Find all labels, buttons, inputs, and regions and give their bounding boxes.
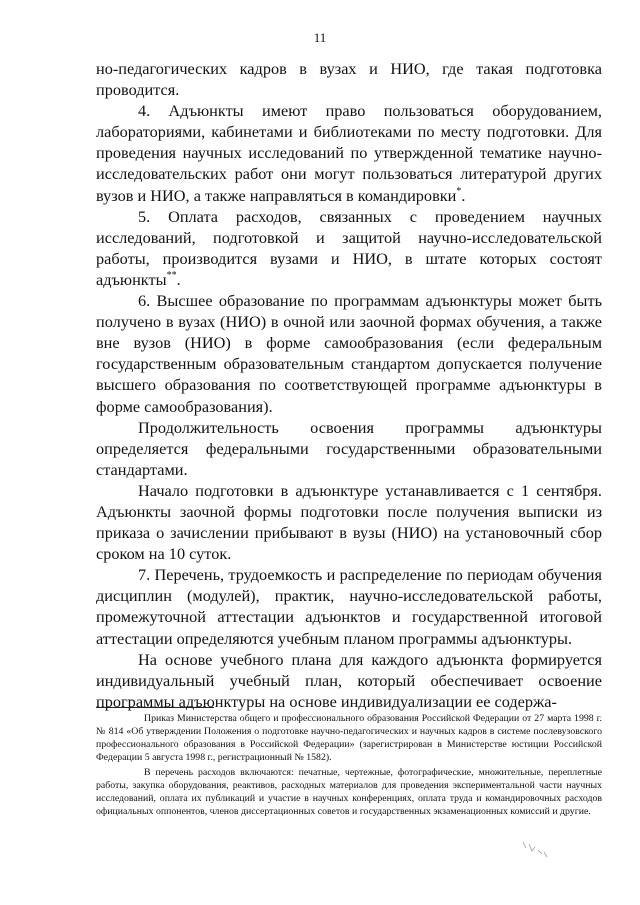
paragraph-item-5: 5. Оплата расходов, связанных с проведением научных исследований, подготовкой и защитой научно-исследовательской работы, производится вузами и НИО, в штате которых состоят адъюнкты**. [96, 206, 602, 289]
pencil-scribble-icon [520, 838, 550, 865]
paragraph-item-7: 7. Перечень, трудоемкость и распределение по периодам обучения дисциплин (модулей), практик, научно-исследовательской работы, промежуточной аттестации адъюнктов и государственной итоговой аттестации определяются учебным планом программы адъюнктуры. [96, 565, 602, 648]
paragraph-item-6: 6. Высшее образование по программам адъюнктуры может быть получено в вузах (НИО) в очной или заочной формах обучения, а также вне вузов (НИО) в форме самообразования (если федеральным государственным образовательным стандартом допускается получение высшего образования по соответствующей программе адъюнктуры в форме самообразования). [96, 291, 602, 416]
footnote-mark-2: ** [166, 269, 177, 281]
paragraph-start-date: Начало подготовки в адъюнктуре устанавливается с 1 сентября. Адъюнкты заочной формы подготовки после получения выписки из приказа о зачислении прибывают в вузы (НИО) на установочный сбор сроком на 10 суток. [96, 480, 602, 564]
paragraph-individual-plan: На основе учебного плана для каждого адъюнкта формируется индивидуальный учебный план, который обеспечивает освоение программы адъюнктуры на основе индивидуализации ее содержа- [96, 649, 602, 711]
footnote-mark-1: * [456, 185, 462, 197]
paragraph-item-4: 4. Адъюнкты имеют право пользоваться оборудованием, лабораториями, кабинетами и библиотеками по месту подготовки. Для проведения научных исследований по утвержденной тематике научно-исследовательских работ они могут пользоваться литературой других вузов и НИО, а также направляться в командировки*. [96, 101, 602, 205]
main-text [96, 58, 602, 712]
page-number: 11 [313, 30, 327, 45]
footnote-separator [96, 707, 214, 708]
paragraph-item-5-text: 5. Оплата расходов, связанных с проведением научных исследований, подготовкой и защитой научно-исследовательской работы, производится вузами и НИО, в штате которых состоят адъюнкты [96, 206, 602, 289]
paragraph-item-4-text: 4. Адъюнкты имеют право пользоваться оборудованием, лабораториями, кабинетами и библиотеками по месту подготовки. Для проведения научных исследований по утвержденной тематике научно-исследовательских работ они могут пользоваться литературой других вузов и НИО, а также направляться в командировки [96, 101, 602, 205]
footnote-2: В перечень расходов включаются: печатные, чертежные, фотографические, множительные, переплетные работы, закупка оборудования, реактивов, расходных материалов для проведения экспериментальной части научных исследований, оплата их публикаций и участие в научных конференциях, оплата труда и командировочных расходов официальных оппонентов, членов диссертационных советов и государственных экзаменационных комиссий и другие. [96, 767, 602, 817]
footnotes [96, 712, 602, 820]
footnote-1: Приказ Министерства общего и профессионального образования Российской Федерации от 27 марта 1998 г. № 814 «Об утверждении Положения о подготовке научно-педагогических и научных кадров в системе послевузовского профессионального образования в Российской Федерации» (зарегистрирован в Министерстве юстиции Российской Федерации 5 августа 1998 г., регистрационный № 1582). [96, 713, 602, 763]
paragraph-continuation: но-педагогических кадров в вузах и НИО, где такая подготовка проводится. [96, 59, 602, 100]
paragraph-duration: Продолжительность освоения программы адъюнктуры определяется федеральными государственными образовательными стандартами. [96, 417, 602, 479]
